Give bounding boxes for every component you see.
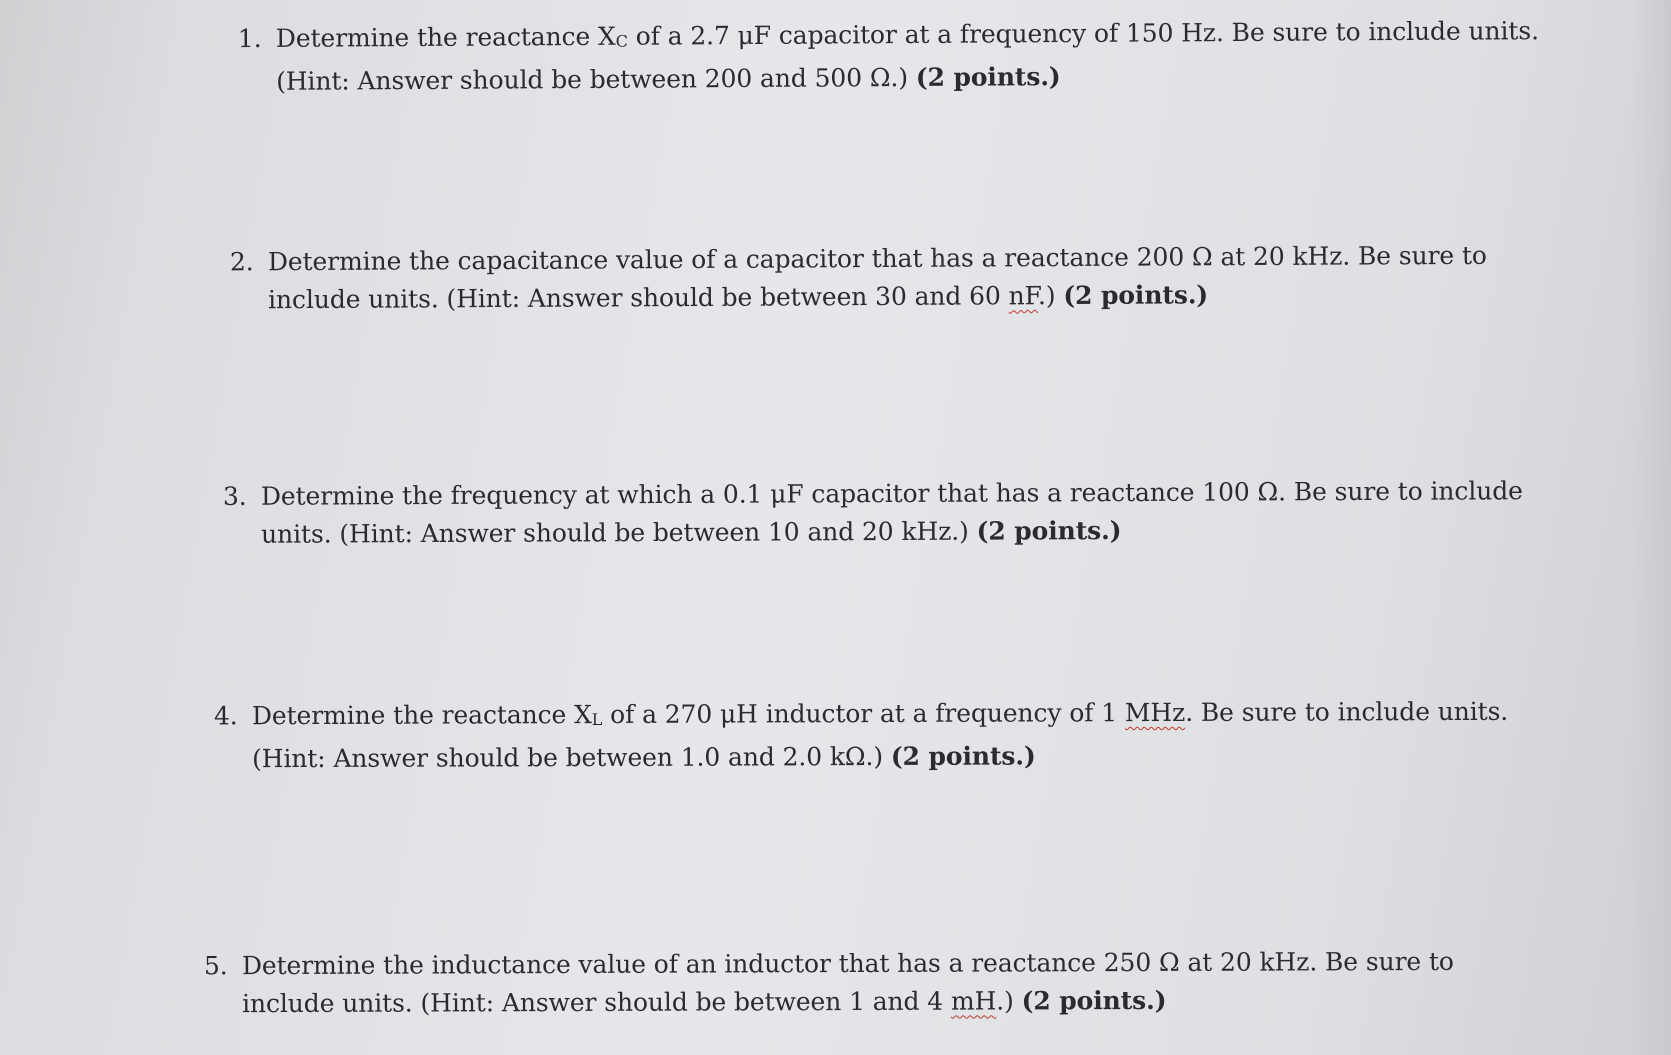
question-5 bbox=[203, 943, 1454, 1023]
question-5-line-1: 5. Determine the inductance value of an inductor that has a reactance 250 Ω at 20 kHz. Be sure to bbox=[242, 943, 1454, 985]
question-5-line-2: include units. (Hint: Answer should be between 1 and 4 mH.) (2 points.) bbox=[242, 985, 1167, 1019]
page-shadow-edge bbox=[1629, 0, 1671, 1055]
question-2-line-1: 2. Determine the capacitance value of a capacitor that has a reactance 200 Ω at 20 kHz. Be sure to bbox=[268, 237, 1487, 281]
question-1-line-2: (Hint: Answer should be between 200 and 500 Ω.) (2 points.) bbox=[276, 62, 1061, 96]
question-4 bbox=[213, 693, 1509, 778]
question-3-line-2: units. (Hint: Answer should be between 10 and 20 kHz.) (2 points.) bbox=[261, 515, 1122, 549]
question-1 bbox=[237, 12, 1539, 101]
spellcheck-underline: MHz bbox=[1124, 697, 1186, 728]
question-4-number: 4. bbox=[213, 701, 238, 731]
question-2-points: (2 points.) bbox=[1063, 280, 1209, 311]
question-1-points: (2 points.) bbox=[915, 62, 1061, 92]
question-3-number: 3. bbox=[222, 481, 247, 511]
question-4-line-2: (Hint: Answer should be between 1.0 and 2.0 kΩ.) (2 points.) bbox=[252, 741, 1036, 774]
question-1-line-1: 1. Determine the reactance XC of a 2.7 μF capacitor at a frequency of 150 Hz. Be sure to include units. bbox=[276, 12, 1539, 63]
question-5-points: (2 points.) bbox=[1021, 985, 1167, 1016]
question-5-number: 5. bbox=[203, 951, 228, 981]
question-2 bbox=[229, 237, 1487, 319]
question-3-points: (2 points.) bbox=[976, 515, 1122, 546]
question-3-line-1: 3. Determine the frequency at which a 0.1 μF capacitor that has a reactance 100 Ω. Be sure to include bbox=[261, 472, 1523, 516]
spellcheck-underline: mH bbox=[950, 986, 997, 1016]
question-4-line-1: 4. Determine the reactance XL of a 270 μH inductor at a frequency of 1 MHz. Be sure to include units. bbox=[252, 693, 1508, 740]
question-1-number: 1. bbox=[237, 23, 262, 54]
question-3 bbox=[222, 472, 1523, 554]
question-2-number: 2. bbox=[229, 247, 254, 277]
question-2-line-2: include units. (Hint: Answer should be between 30 and 60 nF.) (2 points.) bbox=[268, 280, 1209, 315]
question-4-points: (2 points.) bbox=[890, 741, 1036, 771]
spellcheck-underline: nF bbox=[1008, 281, 1039, 311]
